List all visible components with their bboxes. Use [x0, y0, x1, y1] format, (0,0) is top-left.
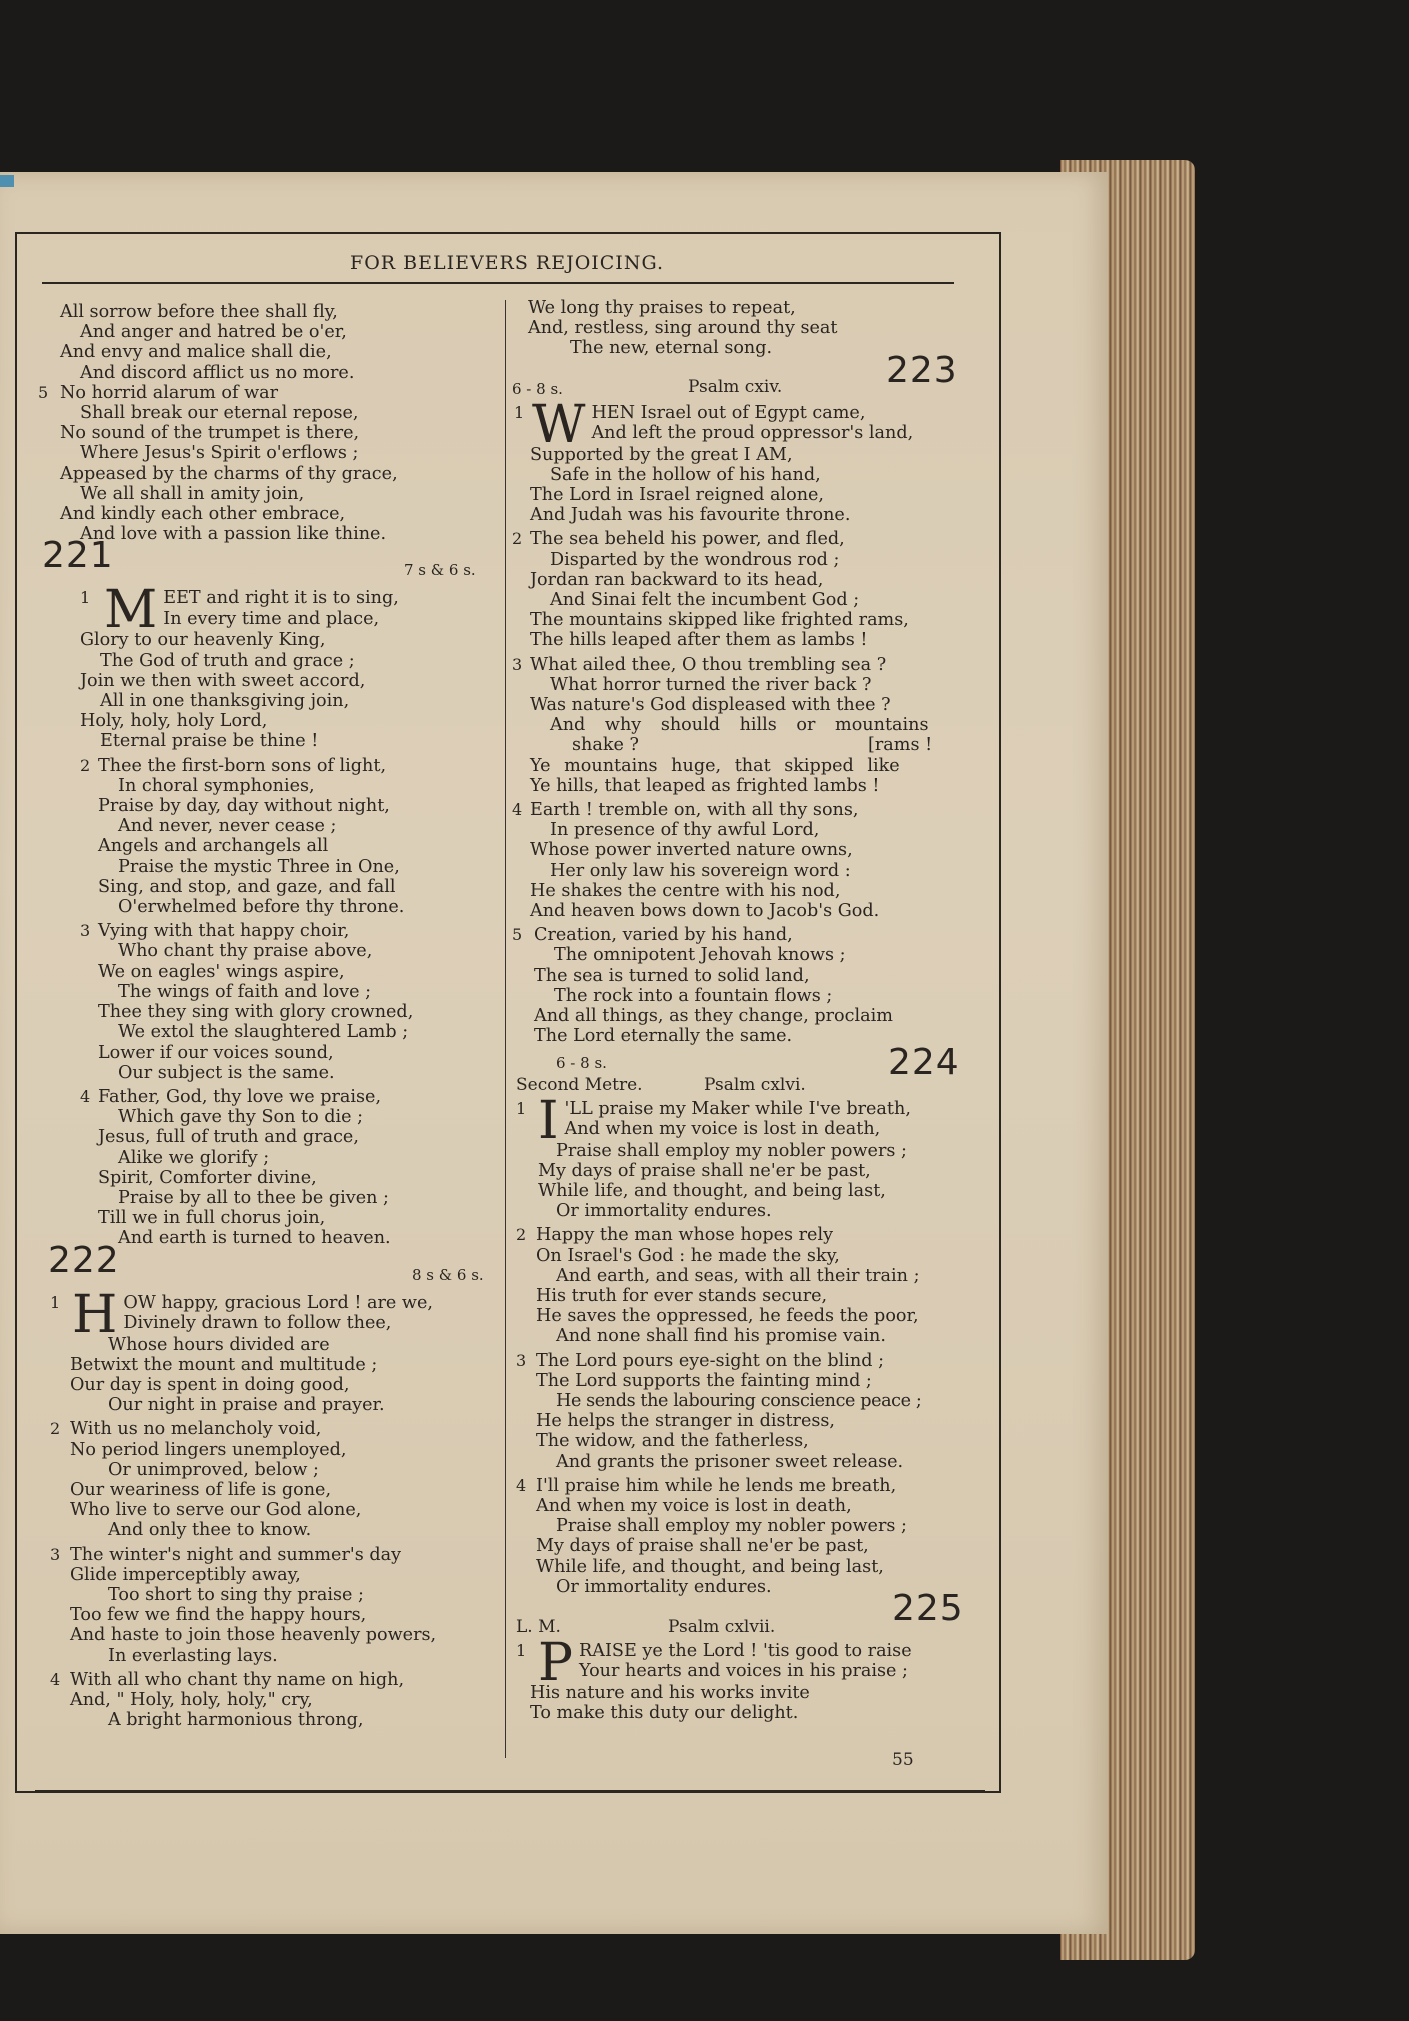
verse-number: 3: [80, 921, 91, 941]
verse-line: Who chant thy praise above,: [118, 941, 373, 962]
hymn-224-verse-4: [512, 1476, 972, 1597]
verse-line: Praise shall employ my nobler powers ;: [556, 1516, 907, 1537]
hymn-number: 221: [42, 535, 114, 577]
verse-line: In everlasting lays.: [108, 1645, 278, 1666]
verse-line: The Lord in Israel reigned alone,: [530, 485, 825, 506]
verse-line: And earth is turned to heaven.: [118, 1228, 391, 1249]
verse-line: Shall break our eternal repose,: [80, 403, 359, 424]
verse-number: 4: [80, 1086, 91, 1106]
verse-line: Too few we find the happy hours,: [70, 1605, 367, 1626]
verse-number: 2: [50, 1419, 61, 1439]
running-header: FOR BELIEVERS REJOICING.: [350, 252, 664, 274]
verse-line: Disparted by the wondrous rod ;: [550, 549, 840, 570]
verse-line: We all shall in amity join,: [80, 483, 305, 504]
verse-number: 1: [516, 1640, 527, 1660]
verse-number: 5: [38, 382, 49, 402]
verse-line: Eternal praise be thine !: [100, 731, 319, 752]
verse-line: Our night in praise and prayer.: [108, 1395, 385, 1416]
verse-line: Holy, holy, holy Lord,: [80, 711, 268, 732]
drop-cap: I: [538, 1090, 559, 1151]
hymn-meter: 6 - 8 s.: [512, 379, 563, 398]
hymn-number: 225: [892, 1587, 964, 1629]
verse-line: I'll praise him while he lends me breath,: [536, 1475, 897, 1496]
page-number: 55: [892, 1750, 914, 1770]
hymn-225-heading: [512, 1587, 972, 1641]
verse-line: And only thee to know.: [108, 1520, 312, 1541]
hymn-222-verse-4: [38, 1670, 498, 1731]
right-column: [512, 298, 972, 1723]
verse-line: And, " Holy, holy, holy," cry,: [70, 1689, 313, 1710]
verse-line: Or immortality endures.: [556, 1576, 772, 1597]
verse-line: Praise by all to thee be given ;: [118, 1187, 389, 1208]
hymn-221-verse-2: [38, 756, 498, 918]
verse-line: Betwixt the mount and multitude ;: [70, 1354, 378, 1375]
hymn-meter: 8 s & 6 s.: [412, 1265, 484, 1284]
verse-line: And discord afflict us no more.: [80, 362, 355, 383]
verse-line: And envy and malice shall die,: [60, 342, 332, 363]
verse-line: In every time and place,: [163, 608, 380, 629]
verse-line: The Lord supports the fainting mind ;: [536, 1370, 872, 1391]
verse-number: 1: [514, 402, 525, 422]
hymn-221-verse-4: [38, 1087, 498, 1249]
verse-line: He helps the stranger in distress,: [536, 1411, 836, 1432]
verse-number: 3: [516, 1350, 527, 1370]
verse-line: In choral symphonies,: [118, 775, 315, 796]
verse-line: Vying with that happy choir,: [98, 921, 350, 942]
verse-line: He saves the oppressed, he feeds the poor,: [536, 1306, 919, 1327]
verse-line: The Lord eternally the same.: [534, 1026, 793, 1047]
verse-line: To make this duty our delight.: [530, 1703, 799, 1724]
hymn-psalm: Psalm cxlvi.: [704, 1074, 806, 1095]
hymn-number: 223: [886, 349, 958, 391]
verse-line: And none shall find his promise vain.: [556, 1326, 886, 1347]
hymn-psalm: Psalm cxiv.: [688, 376, 783, 397]
verse-line: Our weariness of life is gone,: [70, 1479, 332, 1500]
verse-line: His truth for ever stands secure,: [536, 1285, 828, 1306]
hymn-222-verse-2: [38, 1419, 498, 1540]
hymn-meter-name: Second Metre.: [516, 1074, 643, 1095]
verse-line: Praise by day, day without night,: [98, 796, 390, 817]
verse-line: Our day is spent in doing good,: [70, 1374, 350, 1395]
hymn-223-verse-5: [512, 925, 972, 1046]
hymn-224-verse-1: [512, 1090, 972, 1222]
verse-line: While life, and thought, and being last,: [538, 1180, 886, 1201]
verse-line: With all who chant thy name on high,: [70, 1669, 405, 1690]
verse-line: Earth ! tremble on, with all thy sons,: [530, 800, 859, 821]
verse-line: We extol the slaughtered Lamb ;: [118, 1022, 409, 1043]
verse-line: Alike we glorify ;: [118, 1147, 270, 1168]
verse-line: With us no melancholy void,: [70, 1419, 322, 1440]
verse-line: The Lord pours eye-sight on the blind ;: [536, 1350, 885, 1371]
verse-line: Jesus, full of truth and grace,: [98, 1127, 359, 1148]
verse-line: The God of truth and grace ;: [100, 650, 355, 671]
verse-line: Join we then with sweet accord,: [80, 670, 366, 691]
verse-line: And haste to join those heavenly powers,: [70, 1625, 437, 1646]
verse-line: Where Jesus's Spirit o'erflows ;: [80, 443, 359, 464]
hymn-223-verse-2: [512, 529, 972, 650]
verse-line: And, restless, sing around thy seat: [528, 318, 838, 339]
verse-line: Your hearts and voices in his praise ;: [579, 1661, 908, 1682]
verse-line: Safe in the hollow of his hand,: [550, 464, 821, 485]
verse-line: Till we in full chorus join,: [98, 1208, 326, 1229]
verse-number: 5: [512, 925, 523, 945]
drop-cap: W: [532, 394, 586, 455]
verse-line: Glory to our heavenly King,: [80, 630, 326, 651]
verse-line: And grants the prisoner sweet release.: [556, 1451, 904, 1472]
verse-line: The hills leaped after them as lambs !: [530, 630, 868, 651]
hymn-222-verse-3: [38, 1545, 498, 1666]
hymn-221-verse-3: [38, 921, 498, 1083]
turnover-word: [rams !: [868, 735, 933, 756]
verse-line: Thee the first-born sons of light,: [98, 755, 387, 776]
verse-line: Supported by the great I AM,: [530, 444, 793, 465]
verse-line: He shakes the centre with his nod,: [530, 880, 841, 901]
ribbon-marker: [0, 175, 14, 187]
verse-line: The wings of faith and love ;: [118, 981, 372, 1002]
verse-number: 1: [50, 1292, 61, 1312]
hymn-224-heading: [512, 1041, 972, 1099]
verse-line: Creation, varied by his hand,: [534, 925, 793, 946]
verse-line: Or unimproved, below ;: [108, 1459, 319, 1480]
verse-line: The mountains skipped like frighted rams,: [530, 610, 909, 631]
hymn-223-verse-1: [512, 394, 972, 526]
verse-line: Jordan ran backward to its head,: [530, 569, 824, 590]
hymn-number: 222: [48, 1239, 120, 1281]
verse-line: Lower if our voices sound,: [98, 1042, 334, 1063]
hymn-222-verse-1: [38, 1284, 498, 1416]
hymn-meter: 6 - 8 s.: [556, 1053, 607, 1072]
hymn-223-verse-4: [512, 800, 972, 921]
hymn-223-verse-3: [512, 655, 972, 796]
verse-line: EET and right it is to sing,: [163, 588, 399, 609]
verse-line: And left the proud oppressor's land,: [591, 422, 914, 443]
verse-line: Spirit, Comforter divine,: [98, 1167, 317, 1188]
verse-line: No period lingers unemployed,: [70, 1439, 347, 1460]
verse-number: 2: [516, 1225, 527, 1245]
verse-number: 3: [512, 654, 523, 674]
verse-line: My days of praise shall ne'er be past,: [536, 1536, 869, 1557]
verse-line: And when my voice is lost in death,: [564, 1118, 881, 1139]
verse-line: Too short to sing thy praise ;: [108, 1584, 364, 1605]
verse-number: 2: [80, 755, 91, 775]
verse-number: 1: [516, 1098, 527, 1118]
hymn-225-verse-1: [512, 1632, 972, 1724]
verse-line: And all things, as they change, proclaim: [534, 1006, 893, 1027]
verse-line: Happy the man whose hopes rely: [536, 1225, 834, 1246]
verse-number: 4: [512, 800, 523, 820]
verse-line: And heaven bows down to Jacob's God.: [530, 901, 880, 922]
hymn-224-verse-3: [512, 1351, 972, 1472]
column-divider: [505, 300, 506, 1758]
verse-line: Glide imperceptibly away,: [70, 1564, 301, 1585]
hymn-224-verse-2: [512, 1225, 972, 1346]
verse-line: The widow, and the fatherless,: [536, 1431, 809, 1452]
verse-line: RAISE ye the Lord ! 'tis good to raise: [579, 1640, 912, 1661]
drop-cap: H: [72, 1284, 118, 1345]
verse-line: Thee they sing with glory crowned,: [98, 1002, 414, 1023]
verse-line: Was nature's God displeased with thee ?: [530, 695, 891, 716]
verse-line: Our subject is the same.: [118, 1062, 335, 1083]
verse-line: O'erwhelmed before thy throne.: [118, 897, 405, 918]
drop-cap: P: [538, 1632, 573, 1693]
verse-line: Divinely drawn to follow thee,: [123, 1312, 392, 1333]
verse-line: His nature and his works invite: [530, 1682, 810, 1703]
verse-line: Which gave thy Son to die ;: [118, 1107, 364, 1128]
verse-line: HEN Israel out of Egypt came,: [591, 402, 866, 423]
verse-line: And kindly each other embrace,: [60, 504, 346, 525]
verse-line: Praise the mystic Three in One,: [118, 856, 400, 877]
verse-line: The rock into a fountain flows ;: [554, 985, 833, 1006]
verse-line: We long thy praises to repeat,: [528, 298, 796, 318]
verse-line: And never, never cease ;: [118, 816, 337, 837]
verse-number: 4: [50, 1669, 61, 1689]
verse-line: Or immortality endures.: [556, 1201, 772, 1222]
header-rule: [42, 282, 954, 284]
verse-line: He sends the labouring conscience peace ;: [556, 1390, 922, 1411]
verse-line: In presence of thy awful Lord,: [550, 820, 820, 841]
verse-line: Who live to serve our God alone,: [70, 1500, 362, 1521]
verse-number: 3: [50, 1544, 61, 1564]
verse-number: 1: [80, 588, 91, 608]
hymn-psalm: Psalm cxlvii.: [668, 1616, 776, 1637]
verse-line: On Israel's God : he made the sky,: [536, 1245, 840, 1266]
verse-line: And earth, and seas, with all their train ;: [556, 1265, 920, 1286]
verse-line: The new, eternal song.: [570, 338, 773, 359]
verse-line: The sea is turned to solid land,: [534, 965, 810, 986]
verse-line: OW happy, gracious Lord ! are we,: [123, 1292, 433, 1313]
hymn-number: 224: [888, 1041, 960, 1083]
verse-line: Ye hills, that leaped as frighted lambs !: [530, 775, 880, 796]
verse-line: And anger and hatred be o'er,: [80, 322, 347, 343]
verse-line: Praise shall employ my nobler powers ;: [556, 1140, 907, 1161]
hymn-meter: L. M.: [516, 1616, 561, 1637]
verse-line: shake ?: [572, 735, 639, 756]
verse-line: Father, God, thy love we praise,: [98, 1086, 382, 1107]
verse-line: While life, and thought, and being last,: [536, 1556, 884, 1577]
verse-line: And Sinai felt the incumbent God ;: [550, 590, 860, 611]
verse-line: Whose hours divided are: [108, 1334, 330, 1355]
verse-line: Sing, and stop, and gaze, and fall: [98, 876, 396, 897]
verse-line: No sound of the trumpet is there,: [60, 423, 360, 444]
verse-line: Angels and archangels all: [98, 836, 329, 857]
verse-line: We on eagles' wings aspire,: [98, 961, 345, 982]
verse-line: All in one thanksgiving join,: [100, 691, 350, 712]
verse-line: My days of praise shall ne'er be past,: [538, 1160, 871, 1181]
verse-number: 4: [516, 1475, 527, 1495]
verse-line: And why should hills or mountains: [550, 715, 929, 736]
verse-line: Ye mountains huge, that skipped like: [530, 755, 900, 776]
verse-line: The sea beheld his power, and fled,: [530, 529, 845, 550]
verse-line: And Judah was his favourite throne.: [530, 505, 851, 526]
verse-line: Her only law his sovereign word :: [550, 860, 851, 881]
verse-line: Whose power inverted nature owns,: [530, 840, 853, 861]
verse-line: And when my voice is lost in death,: [536, 1495, 852, 1516]
verse-line: A bright harmonious throng,: [108, 1710, 364, 1731]
verse-line: What ailed thee, O thou trembling sea ?: [530, 654, 887, 675]
drop-cap: M: [104, 580, 158, 641]
left-column: [38, 302, 498, 1730]
verse-line: The omnipotent Jehovah knows ;: [554, 945, 846, 966]
verse-line: 'LL praise my Maker while I've breath,: [564, 1098, 911, 1119]
verse-line: What horror turned the river back ?: [550, 674, 872, 695]
verse-line: The winter's night and summer's day: [70, 1544, 402, 1565]
verse-line: Appeased by the charms of thy grace,: [60, 463, 398, 484]
hymn-221-verse-1: [38, 580, 498, 752]
verse-line: All sorrow before thee shall fly,: [60, 302, 338, 322]
hymn-meter: 7 s & 6 s.: [404, 561, 476, 580]
footer-rule: [35, 1790, 985, 1791]
verse-line: And love with a passion like thine.: [80, 524, 387, 545]
verse-line: No horrid alarum of war: [60, 382, 279, 403]
verse-number: 2: [512, 529, 523, 549]
